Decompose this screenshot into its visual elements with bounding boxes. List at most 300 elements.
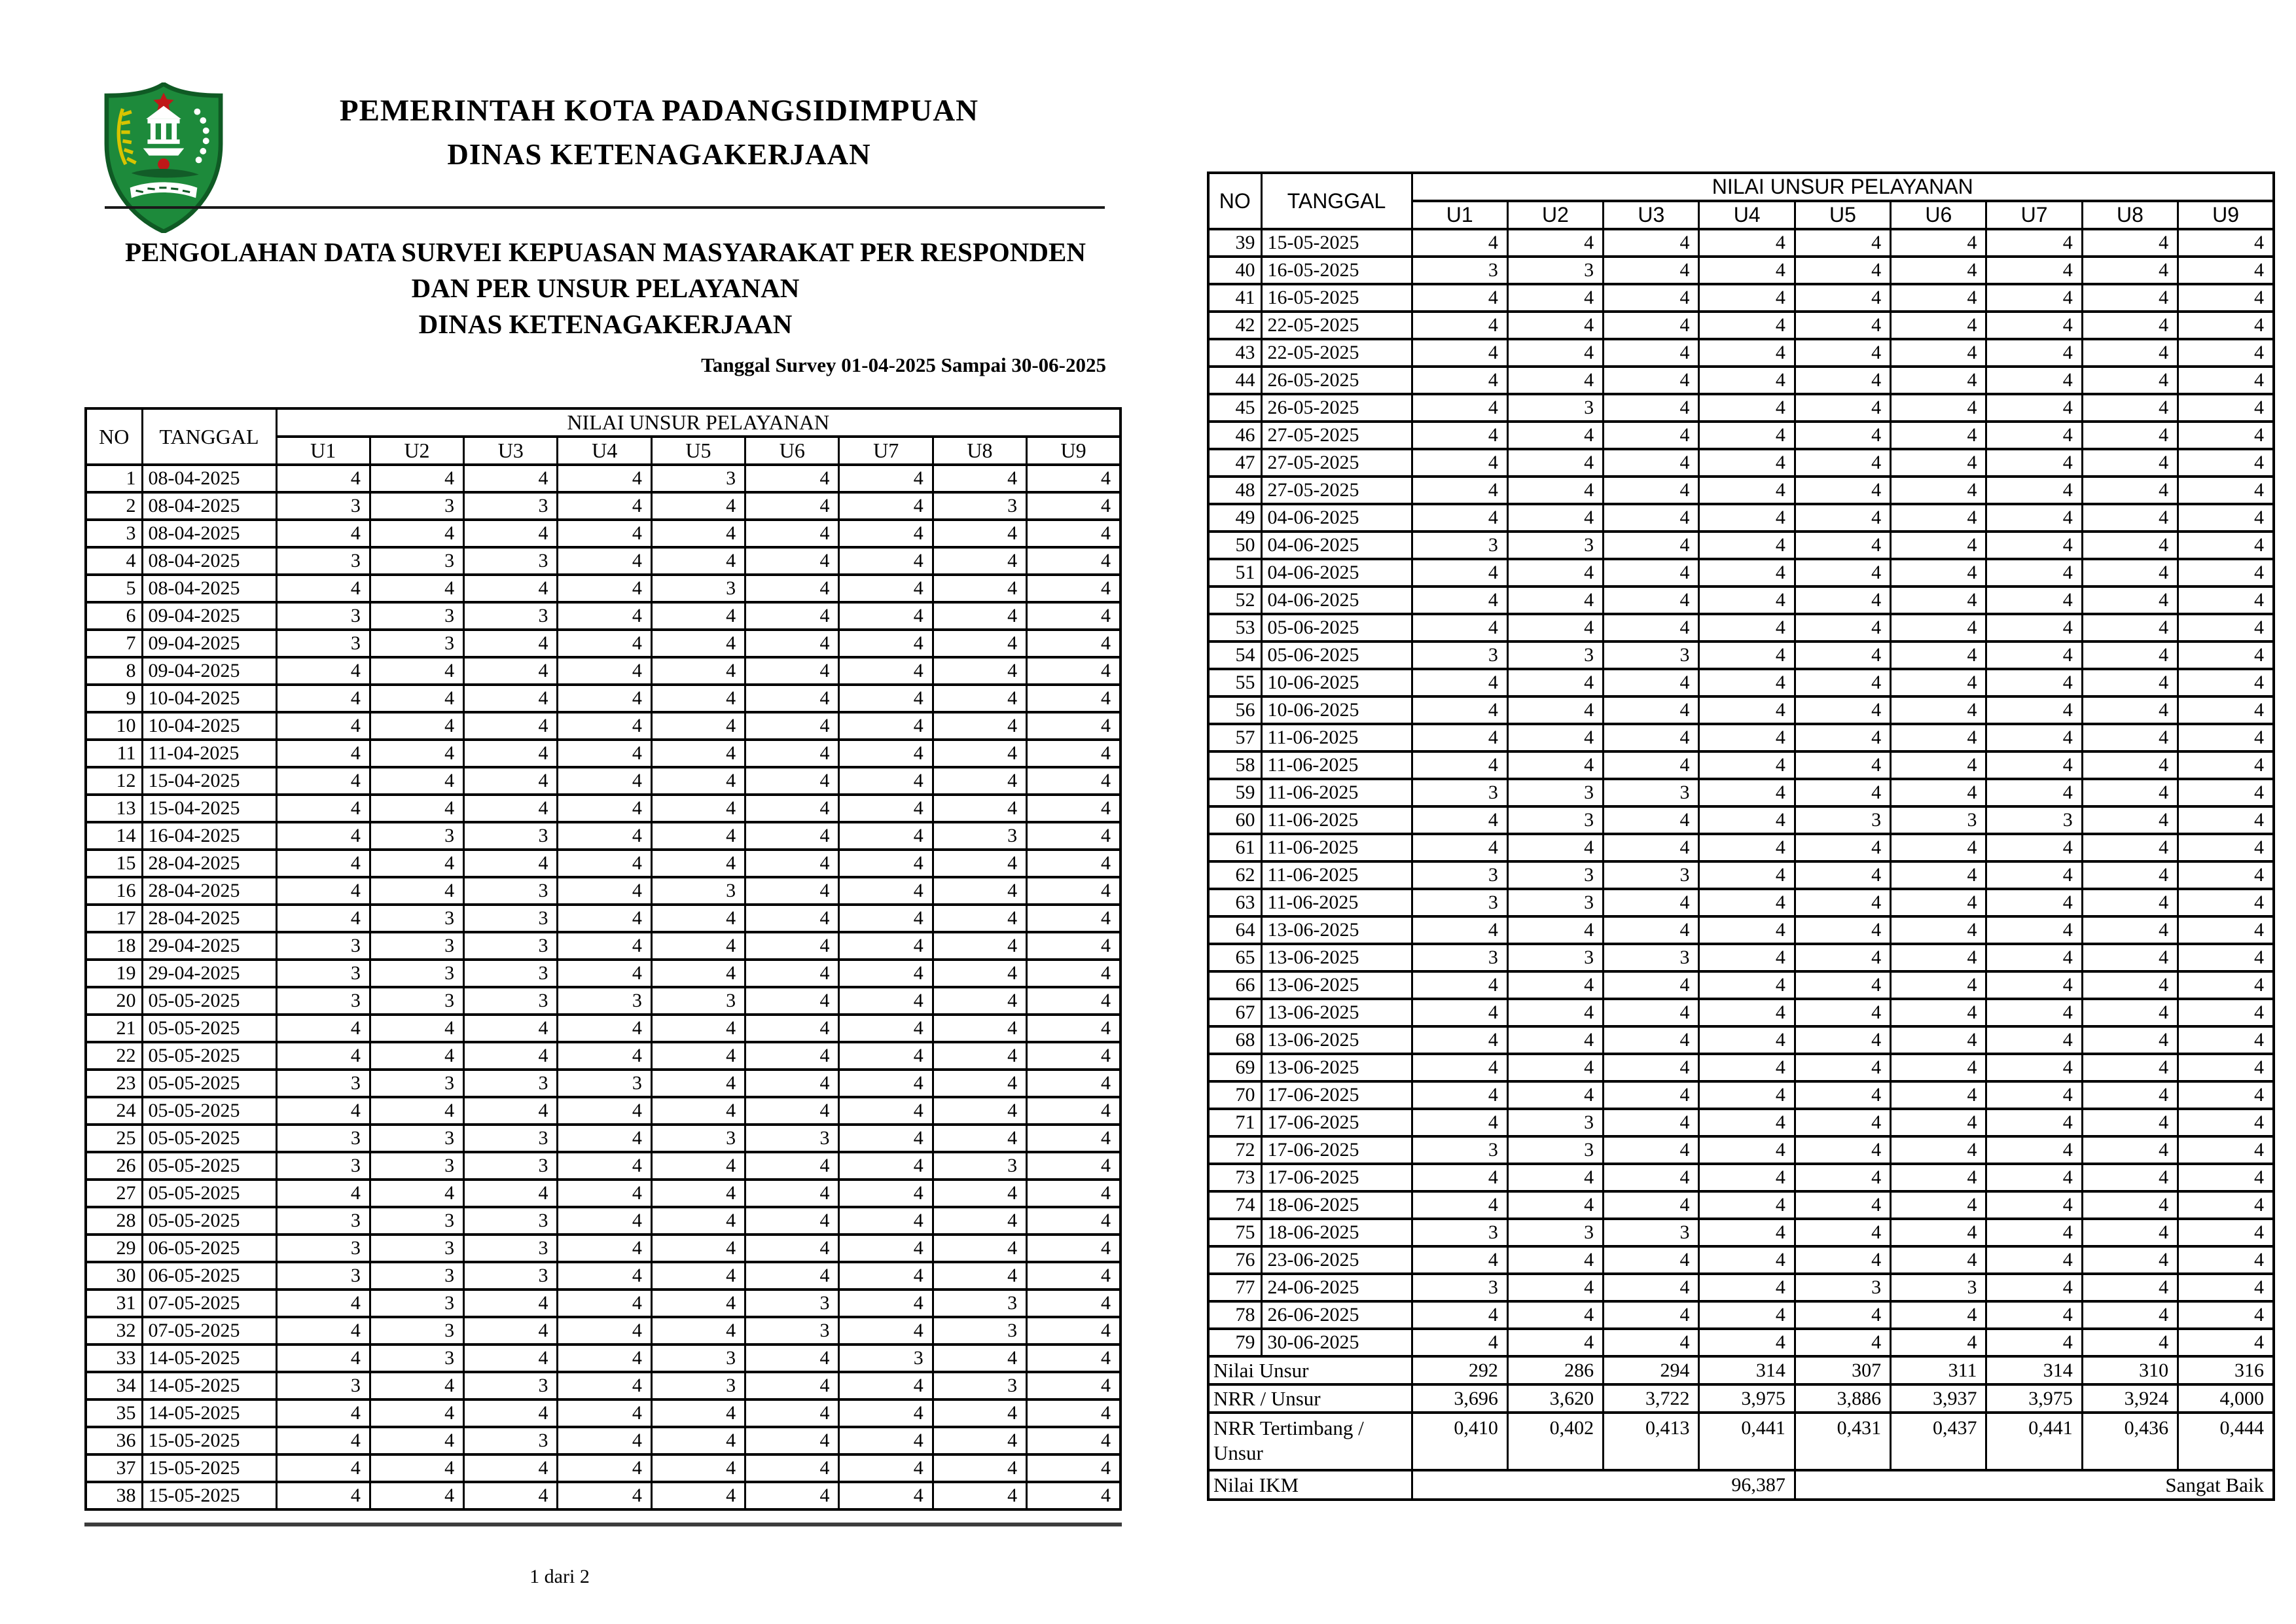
letterhead-divider (105, 206, 1105, 209)
score-cell: 4 (651, 657, 745, 685)
col-header-unsur: U2 (1507, 201, 1603, 229)
tanggal-cell: 05-05-2025 (142, 1207, 276, 1235)
score-cell: 4 (2082, 641, 2178, 669)
score-cell: 4 (1412, 1246, 1507, 1274)
score-cell: 4 (745, 602, 839, 630)
score-cell: 4 (1986, 394, 2082, 422)
score-cell: 4 (1412, 394, 1507, 422)
score-cell: 3 (933, 1290, 1026, 1317)
score-cell: 4 (558, 465, 651, 492)
tanggal-cell: 23-06-2025 (1261, 1246, 1412, 1274)
score-cell: 4 (464, 712, 558, 740)
score-cell: 4 (1604, 1246, 1699, 1274)
summary-value-cell: 0,444 (2178, 1413, 2274, 1470)
score-cell: 4 (1795, 1081, 1890, 1109)
score-cell: 3 (651, 1344, 745, 1372)
respondent-row (1208, 339, 2274, 367)
respondent-row (1208, 1109, 2274, 1136)
score-cell: 4 (651, 1180, 745, 1207)
row-number-cell: 15 (86, 850, 142, 877)
score-cell: 4 (1507, 339, 1603, 367)
score-cell: 4 (745, 547, 839, 575)
score-cell: 4 (2082, 1164, 2178, 1191)
score-cell: 4 (276, 740, 370, 767)
score-cell: 4 (2178, 861, 2274, 889)
score-cell: 4 (2178, 1191, 2274, 1219)
score-cell: 4 (2178, 779, 2274, 806)
score-cell: 4 (1027, 575, 1121, 602)
score-cell: 4 (1795, 724, 1890, 751)
score-cell: 4 (2082, 861, 2178, 889)
score-cell: 4 (933, 1454, 1026, 1482)
score-cell: 4 (2082, 339, 2178, 367)
score-cell: 4 (1986, 367, 2082, 394)
score-cell: 4 (933, 850, 1026, 877)
score-cell: 3 (933, 1152, 1026, 1180)
tanggal-cell: 08-04-2025 (142, 575, 276, 602)
score-cell: 3 (1412, 1136, 1507, 1164)
score-cell: 4 (2082, 1081, 2178, 1109)
score-cell: 4 (1795, 889, 1890, 916)
score-cell: 4 (276, 1399, 370, 1427)
tanggal-cell: 18-06-2025 (1261, 1219, 1412, 1246)
score-cell: 4 (1795, 1301, 1890, 1329)
score-cell: 4 (558, 1454, 651, 1482)
score-cell: 3 (1604, 861, 1699, 889)
score-cell: 4 (1699, 1219, 1795, 1246)
score-cell: 3 (651, 465, 745, 492)
summary-value-cell: 3,975 (1986, 1384, 2082, 1413)
tanggal-cell: 05-06-2025 (1261, 641, 1412, 669)
respondent-row (86, 685, 1121, 712)
score-cell: 4 (2178, 532, 2274, 559)
score-cell: 4 (933, 987, 1026, 1015)
summary-value-cell: 307 (1795, 1356, 1890, 1384)
tanggal-cell: 10-04-2025 (142, 685, 276, 712)
score-cell: 4 (1507, 696, 1603, 724)
score-cell: 3 (464, 877, 558, 905)
score-cell: 4 (1412, 1164, 1507, 1191)
score-cell: 4 (1891, 1329, 1986, 1356)
col-header-unsur: U6 (1891, 201, 1986, 229)
score-cell: 4 (1027, 1207, 1121, 1235)
score-cell: 4 (745, 767, 839, 795)
score-cell: 4 (651, 520, 745, 547)
score-cell: 4 (1795, 1219, 1890, 1246)
score-cell: 4 (1604, 696, 1699, 724)
tanggal-cell: 15-05-2025 (142, 1454, 276, 1482)
col-header-no: NO (86, 408, 142, 465)
score-cell: 3 (464, 932, 558, 960)
survey-table-right (1207, 171, 2275, 1501)
nrr-unsur-row (1208, 1384, 2274, 1413)
score-cell: 4 (2178, 944, 2274, 971)
score-cell: 4 (2178, 614, 2274, 641)
table-header (1208, 173, 2274, 229)
score-cell: 4 (933, 1015, 1026, 1042)
respondent-row (1208, 696, 2274, 724)
score-cell: 4 (651, 602, 745, 630)
row-number-cell: 30 (86, 1262, 142, 1290)
score-cell: 4 (1891, 229, 1986, 257)
score-cell: 4 (745, 1372, 839, 1399)
score-cell: 4 (1795, 394, 1890, 422)
tanggal-cell: 29-04-2025 (142, 960, 276, 987)
respondent-row (86, 877, 1121, 905)
score-cell: 4 (651, 905, 745, 932)
score-cell: 4 (1986, 312, 2082, 339)
score-cell: 4 (745, 1070, 839, 1097)
score-cell: 4 (1986, 779, 2082, 806)
score-cell: 4 (839, 1152, 933, 1180)
score-cell: 3 (651, 1372, 745, 1399)
respondent-row (86, 1317, 1121, 1344)
respondent-row (86, 1262, 1121, 1290)
survey-table-left (84, 407, 1122, 1511)
tanggal-cell: 11-06-2025 (1261, 724, 1412, 751)
score-cell: 3 (276, 1070, 370, 1097)
score-cell: 4 (839, 547, 933, 575)
score-cell: 4 (2082, 999, 2178, 1026)
score-cell: 4 (933, 547, 1026, 575)
score-cell: 4 (839, 575, 933, 602)
score-cell: 3 (1986, 806, 2082, 834)
score-cell: 4 (1507, 999, 1603, 1026)
tanggal-cell: 14-05-2025 (142, 1344, 276, 1372)
tanggal-cell: 13-06-2025 (1261, 971, 1412, 999)
score-cell: 4 (1412, 614, 1507, 641)
score-cell: 4 (1412, 1081, 1507, 1109)
score-cell: 4 (276, 822, 370, 850)
score-cell: 4 (1699, 1191, 1795, 1219)
score-cell: 4 (2178, 1219, 2274, 1246)
score-cell: 4 (370, 465, 463, 492)
tanggal-cell: 13-06-2025 (1261, 944, 1412, 971)
summary-value-cell: 0,437 (1891, 1413, 1986, 1470)
tanggal-cell: 27-05-2025 (1261, 477, 1412, 504)
tanggal-cell: 28-04-2025 (142, 905, 276, 932)
tanggal-cell: 04-06-2025 (1261, 586, 1412, 614)
score-cell: 4 (839, 795, 933, 822)
col-header-unsur: U4 (1699, 201, 1795, 229)
score-cell: 4 (1891, 1219, 1986, 1246)
score-cell: 4 (558, 1125, 651, 1152)
score-cell: 4 (1891, 889, 1986, 916)
tanggal-cell: 05-05-2025 (142, 987, 276, 1015)
score-cell: 4 (2082, 367, 2178, 394)
score-cell: 4 (1604, 751, 1699, 779)
score-cell: 4 (651, 685, 745, 712)
col-header-unsur: U9 (2178, 201, 2274, 229)
row-number-cell: 59 (1208, 779, 1261, 806)
respondent-row (86, 1015, 1121, 1042)
score-cell: 3 (370, 1235, 463, 1262)
tanggal-cell: 07-05-2025 (142, 1317, 276, 1344)
score-cell: 4 (1027, 795, 1121, 822)
score-cell: 4 (2082, 1301, 2178, 1329)
score-cell: 4 (1604, 229, 1699, 257)
respondent-row (1208, 449, 2274, 477)
score-cell: 4 (1699, 559, 1795, 586)
score-cell: 4 (558, 767, 651, 795)
score-cell: 4 (1891, 1191, 1986, 1219)
score-cell: 4 (276, 520, 370, 547)
tanggal-cell: 09-04-2025 (142, 657, 276, 685)
score-cell: 4 (745, 712, 839, 740)
score-cell: 4 (1027, 657, 1121, 685)
col-header-unsur: U2 (370, 437, 463, 465)
col-header-unsur: U3 (464, 437, 558, 465)
score-cell: 4 (745, 1427, 839, 1454)
score-cell: 4 (1986, 1026, 2082, 1054)
respondent-row (86, 1344, 1121, 1372)
respondent-row (86, 1152, 1121, 1180)
summary-value-cell: 314 (1986, 1356, 2082, 1384)
respondent-row (86, 1097, 1121, 1125)
score-cell: 4 (839, 850, 933, 877)
respondent-row (86, 1180, 1121, 1207)
score-cell: 4 (1891, 916, 1986, 944)
score-cell: 4 (1604, 1164, 1699, 1191)
score-cell: 4 (745, 795, 839, 822)
score-cell: 3 (1507, 861, 1603, 889)
respondent-row (86, 740, 1121, 767)
score-cell: 4 (1412, 916, 1507, 944)
tanggal-cell: 05-05-2025 (142, 1015, 276, 1042)
score-cell: 3 (464, 1207, 558, 1235)
score-cell: 3 (276, 1262, 370, 1290)
score-cell: 4 (1699, 449, 1795, 477)
tanggal-cell: 13-06-2025 (1261, 1026, 1412, 1054)
score-cell: 4 (2082, 751, 2178, 779)
table-header (86, 408, 1121, 465)
score-cell: 4 (651, 492, 745, 520)
summary-value-cell: 4,000 (2178, 1384, 2274, 1413)
score-cell: 4 (1027, 1372, 1121, 1399)
tanggal-cell: 09-04-2025 (142, 602, 276, 630)
summary-value-cell: 316 (2178, 1356, 2274, 1384)
score-cell: 3 (1507, 394, 1603, 422)
score-cell: 4 (2178, 971, 2274, 999)
score-cell: 4 (1891, 394, 1986, 422)
col-header-unsur: U3 (1604, 201, 1699, 229)
score-cell: 4 (1795, 861, 1890, 889)
score-cell: 3 (370, 492, 463, 520)
score-cell: 4 (745, 685, 839, 712)
tanggal-cell: 22-05-2025 (1261, 339, 1412, 367)
score-cell: 4 (651, 630, 745, 657)
score-cell: 4 (1604, 1109, 1699, 1136)
score-cell: 4 (1027, 932, 1121, 960)
score-cell: 4 (2178, 1026, 2274, 1054)
row-number-cell: 52 (1208, 586, 1261, 614)
row-number-cell: 61 (1208, 834, 1261, 861)
score-cell: 4 (1795, 229, 1890, 257)
score-cell: 4 (745, 520, 839, 547)
row-number-cell: 3 (86, 520, 142, 547)
score-cell: 4 (1795, 1246, 1890, 1274)
score-cell: 4 (1412, 724, 1507, 751)
col-header-unsur: U9 (1027, 437, 1121, 465)
score-cell: 3 (1412, 861, 1507, 889)
score-cell: 3 (1604, 641, 1699, 669)
row-number-cell: 11 (86, 740, 142, 767)
score-cell: 4 (276, 575, 370, 602)
row-number-cell: 17 (86, 905, 142, 932)
score-cell: 4 (2082, 614, 2178, 641)
score-cell: 4 (651, 960, 745, 987)
score-cell: 4 (839, 1125, 933, 1152)
tanggal-cell: 26-05-2025 (1261, 394, 1412, 422)
score-cell: 3 (276, 1207, 370, 1235)
score-cell: 4 (839, 1427, 933, 1454)
score-cell: 4 (464, 1317, 558, 1344)
row-number-cell: 40 (1208, 257, 1261, 284)
score-cell: 4 (1795, 422, 1890, 449)
score-cell: 4 (745, 932, 839, 960)
score-cell: 4 (1604, 559, 1699, 586)
score-cell: 4 (1412, 312, 1507, 339)
score-cell: 4 (2082, 559, 2178, 586)
score-cell: 4 (1699, 1329, 1795, 1356)
score-cell: 4 (1891, 1081, 1986, 1109)
score-cell: 4 (1027, 1454, 1121, 1482)
score-cell: 4 (651, 547, 745, 575)
row-number-cell: 46 (1208, 422, 1261, 449)
score-cell: 3 (558, 987, 651, 1015)
tanggal-cell: 16-04-2025 (142, 822, 276, 850)
score-cell: 4 (839, 877, 933, 905)
summary-value-cell: 3,886 (1795, 1384, 1890, 1413)
score-cell: 4 (1412, 586, 1507, 614)
score-cell: 4 (1986, 1081, 2082, 1109)
score-cell: 3 (464, 822, 558, 850)
score-cell: 4 (933, 1180, 1026, 1207)
respondent-row (1208, 1164, 2274, 1191)
score-cell: 3 (276, 1152, 370, 1180)
respondent-row (1208, 257, 2274, 284)
score-cell: 4 (558, 602, 651, 630)
tanggal-cell: 11-06-2025 (1261, 889, 1412, 916)
score-cell: 4 (2082, 449, 2178, 477)
score-cell: 4 (276, 1180, 370, 1207)
score-cell: 4 (1795, 696, 1890, 724)
score-cell: 4 (1986, 971, 2082, 999)
score-cell: 3 (276, 602, 370, 630)
score-cell: 4 (1412, 559, 1507, 586)
score-cell: 4 (2178, 367, 2274, 394)
score-cell: 4 (1699, 889, 1795, 916)
col-header-nilai-unsur-pelayanan: NILAI UNSUR PELAYANAN (1412, 173, 2274, 201)
score-cell: 4 (1604, 449, 1699, 477)
score-cell: 4 (1604, 999, 1699, 1026)
score-cell: 4 (1891, 724, 1986, 751)
score-cell: 4 (2082, 834, 2178, 861)
score-cell: 4 (745, 850, 839, 877)
score-cell: 4 (1507, 1191, 1603, 1219)
score-cell: 4 (1507, 477, 1603, 504)
respondent-row (1208, 944, 2274, 971)
score-cell: 4 (1891, 504, 1986, 532)
score-cell: 4 (1891, 586, 1986, 614)
score-cell: 4 (1986, 257, 2082, 284)
col-header-unsur: U8 (933, 437, 1026, 465)
score-cell: 4 (933, 630, 1026, 657)
row-number-cell: 60 (1208, 806, 1261, 834)
score-cell: 4 (745, 822, 839, 850)
score-cell: 4 (2178, 724, 2274, 751)
score-cell: 4 (1986, 284, 2082, 312)
score-cell: 4 (651, 1290, 745, 1317)
tanggal-cell: 10-04-2025 (142, 712, 276, 740)
score-cell: 4 (1891, 751, 1986, 779)
score-cell: 4 (276, 1317, 370, 1344)
score-cell: 4 (2082, 779, 2178, 806)
score-cell: 4 (1604, 339, 1699, 367)
score-cell: 4 (933, 1042, 1026, 1070)
score-cell: 4 (370, 1372, 463, 1399)
score-cell: 3 (464, 1235, 558, 1262)
score-cell: 4 (1027, 767, 1121, 795)
score-cell: 4 (2178, 1054, 2274, 1081)
score-cell: 3 (276, 1235, 370, 1262)
score-cell: 4 (1699, 504, 1795, 532)
score-cell: 4 (933, 520, 1026, 547)
score-cell: 4 (1604, 1329, 1699, 1356)
row-number-cell: 56 (1208, 696, 1261, 724)
score-cell: 4 (2082, 916, 2178, 944)
score-cell: 4 (276, 905, 370, 932)
score-cell: 4 (558, 1344, 651, 1372)
respondent-row (1208, 312, 2274, 339)
row-number-cell: 49 (1208, 504, 1261, 532)
score-cell: 4 (651, 1427, 745, 1454)
score-cell: 4 (558, 1042, 651, 1070)
score-cell: 3 (1412, 1219, 1507, 1246)
score-cell: 4 (839, 905, 933, 932)
respondent-row (86, 1482, 1121, 1509)
tanggal-cell: 08-04-2025 (142, 465, 276, 492)
row-number-cell: 79 (1208, 1329, 1261, 1356)
score-cell: 3 (370, 602, 463, 630)
score-cell: 4 (1891, 367, 1986, 394)
score-cell: 4 (464, 740, 558, 767)
score-cell: 4 (1891, 422, 1986, 449)
score-cell: 4 (1795, 944, 1890, 971)
score-cell: 4 (370, 1180, 463, 1207)
score-cell: 4 (1986, 1219, 2082, 1246)
respondent-row (86, 1042, 1121, 1070)
score-cell: 4 (745, 987, 839, 1015)
score-cell: 4 (2178, 889, 2274, 916)
row-number-cell: 45 (1208, 394, 1261, 422)
score-cell: 4 (1795, 1329, 1890, 1356)
respondent-row (86, 822, 1121, 850)
row-number-cell: 57 (1208, 724, 1261, 751)
score-cell: 4 (1986, 1191, 2082, 1219)
score-cell: 4 (1891, 1301, 1986, 1329)
score-cell: 4 (370, 1454, 463, 1482)
score-cell: 4 (933, 1427, 1026, 1454)
score-cell: 4 (839, 1372, 933, 1399)
score-cell: 4 (1795, 1191, 1890, 1219)
score-cell: 4 (651, 1015, 745, 1042)
score-cell: 3 (464, 1372, 558, 1399)
tanggal-cell: 15-05-2025 (142, 1482, 276, 1509)
score-cell: 3 (839, 1344, 933, 1372)
score-cell: 4 (1699, 229, 1795, 257)
row-number-cell: 26 (86, 1152, 142, 1180)
